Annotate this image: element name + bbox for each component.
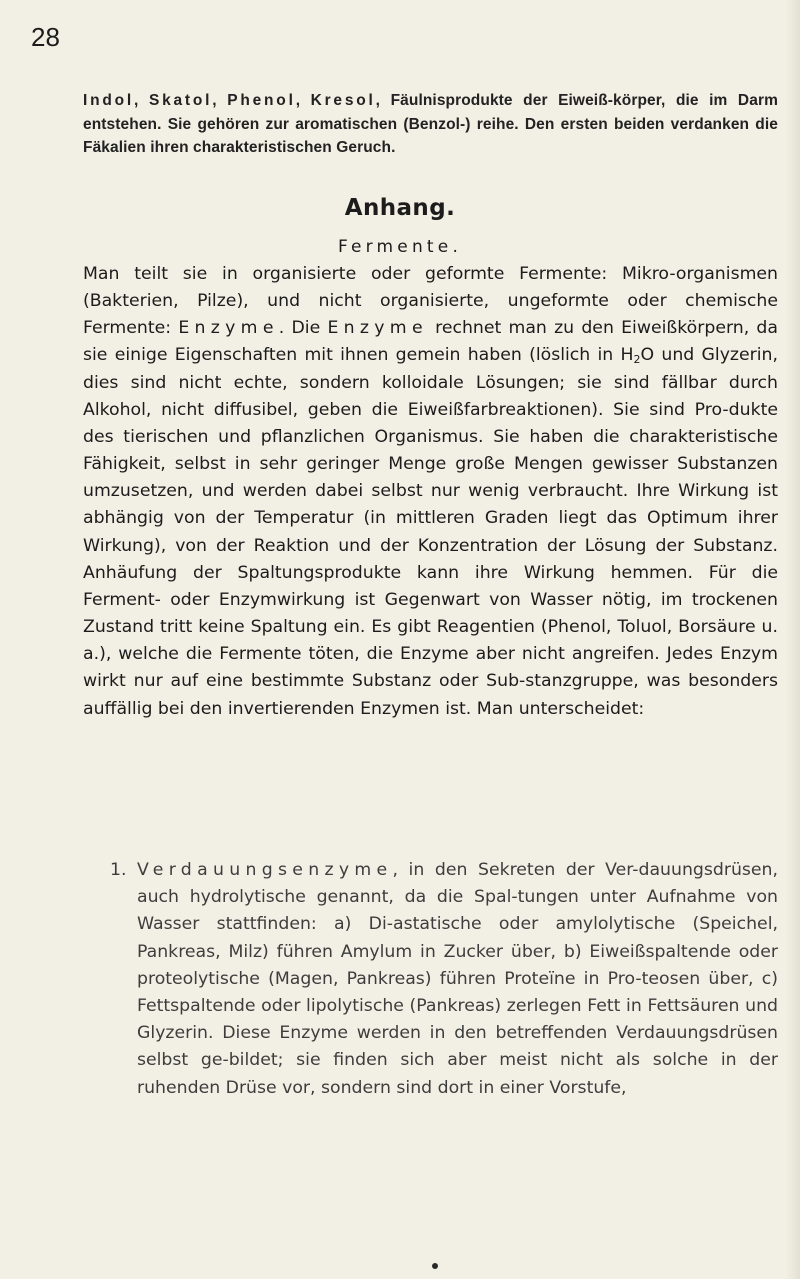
- enzyme-list: [110, 857, 778, 1102]
- main-text-mid1: . Die: [278, 318, 328, 339]
- term-enzyme-1: Enzyme: [178, 318, 279, 339]
- intro-text: Fäulnisprodukte der Eiweiß-körper, die im Darm entstehen. Sie gehören zur aromatischen (Benzol-) reihe. Den ersten beiden verdanken die Fäkalien ihren charakteristischen Geruch.: [83, 92, 778, 156]
- h2o-subscript: 2: [633, 353, 641, 367]
- term-kresol: Kresol: [310, 92, 376, 109]
- intro-paragraph: Indol, Skatol, Phenol, Kresol, Fäulnisprodukte der Eiweiß-körper, die im Darm entstehen. Sie gehören zur aromatischen (Benzol-) reihe. Den ersten beiden verdanken die Fäkalien ihren charakteristischen Geruch.: [83, 92, 778, 156]
- term-verdauungsenzyme: Verdauungsenzyme: [137, 860, 393, 880]
- list-item-text: , in den Sekreten der Ver-dauungsdrüsen, auch hydrolytische genannt, da die Spal-tungen unter Aufnahme von Wasser stattfinden: a) Di-astatische oder amylolytische (Speichel, Pankreas, Milz) führen Amylum in Zucker über, b) Eiweißspaltende oder proteolytische (Magen, Pankreas) führen Proteïne in Pro-teosen über, c) Fettspaltende oder lipolytische (Pankreas) zerlegen Fett in Fettsäuren und Glyzerin. Diese Enzyme werden in den betreffenden Verdauungsdrüsen selbst ge-bildet; sie finden sich aber meist nicht als solche in der ruhenden Drüse vor, sondern sind dort in einer Vorstufe,: [137, 860, 778, 1098]
- term-skatol: Skatol: [148, 92, 213, 109]
- main-text-mid2: rechnet man zu den Eiweißkörpern, da sie einige Eigenschaften mit ihnen gemein haben (löslich in H: [83, 318, 778, 366]
- list-item-number: 1.: [110, 860, 127, 880]
- print-speck: [432, 1263, 438, 1269]
- term-phenol: Phenol: [227, 92, 296, 109]
- subsection-title: Fermente.: [337, 237, 463, 257]
- page-edge-shadow: [786, 0, 800, 1279]
- page-number: 28: [31, 22, 60, 52]
- main-text-start: Man teilt sie in organisierte oder geformte Fermente: Mikro-organismen (Bakterien, Pilze), und nicht organisierte, ungeformte oder chemische Fermente:: [83, 264, 778, 339]
- main-text-rest: O und Glyzerin, dies sind nicht echte, sondern kolloidale Lösungen; sie sind fällbar durch Alkohol, nicht diffusibel, geben die Eiweißfarbreaktionen). Sie sind Pro-dukte des tierischen und pflanzlichen Organismus. Sie haben die charakteristische Fähigkeit, selbst in sehr geringer Menge große Mengen gewisser Substanzen umzusetzen, und werden dabei selbst nur wenig verbraucht. Ihre Wirkung ist abhängig von der Temperatur (in mittleren Graden liegt das Optimum ihrer Wirkung), von der Reaktion und der Konzentration der Lösung der Substanz. Anhäufung der Spaltungsprodukte kann ihre Wirkung hemmen. Für die Ferment- oder Enzymwirkung ist Gegenwart von Wasser nötig, im trockenen Zustand tritt keine Spaltung ein. Es gibt Reagentien (Phenol, Toluol, Borsäure u. a.), welche die Fermente töten, die Enzyme aber nicht angreifen. Jedes Enzym wirkt nur auf eine bestimmte Substanz oder Sub-stanzgruppe, was besonders auffällig bei den invertierenden Enzymen ist. Man unterscheidet:: [83, 345, 778, 719]
- term-indol: Indol: [83, 92, 135, 109]
- term-enzyme-2: Enzyme: [327, 318, 428, 339]
- section-title: Anhang.: [344, 195, 456, 221]
- main-paragraph: [83, 261, 778, 723]
- list-item: [110, 857, 778, 1102]
